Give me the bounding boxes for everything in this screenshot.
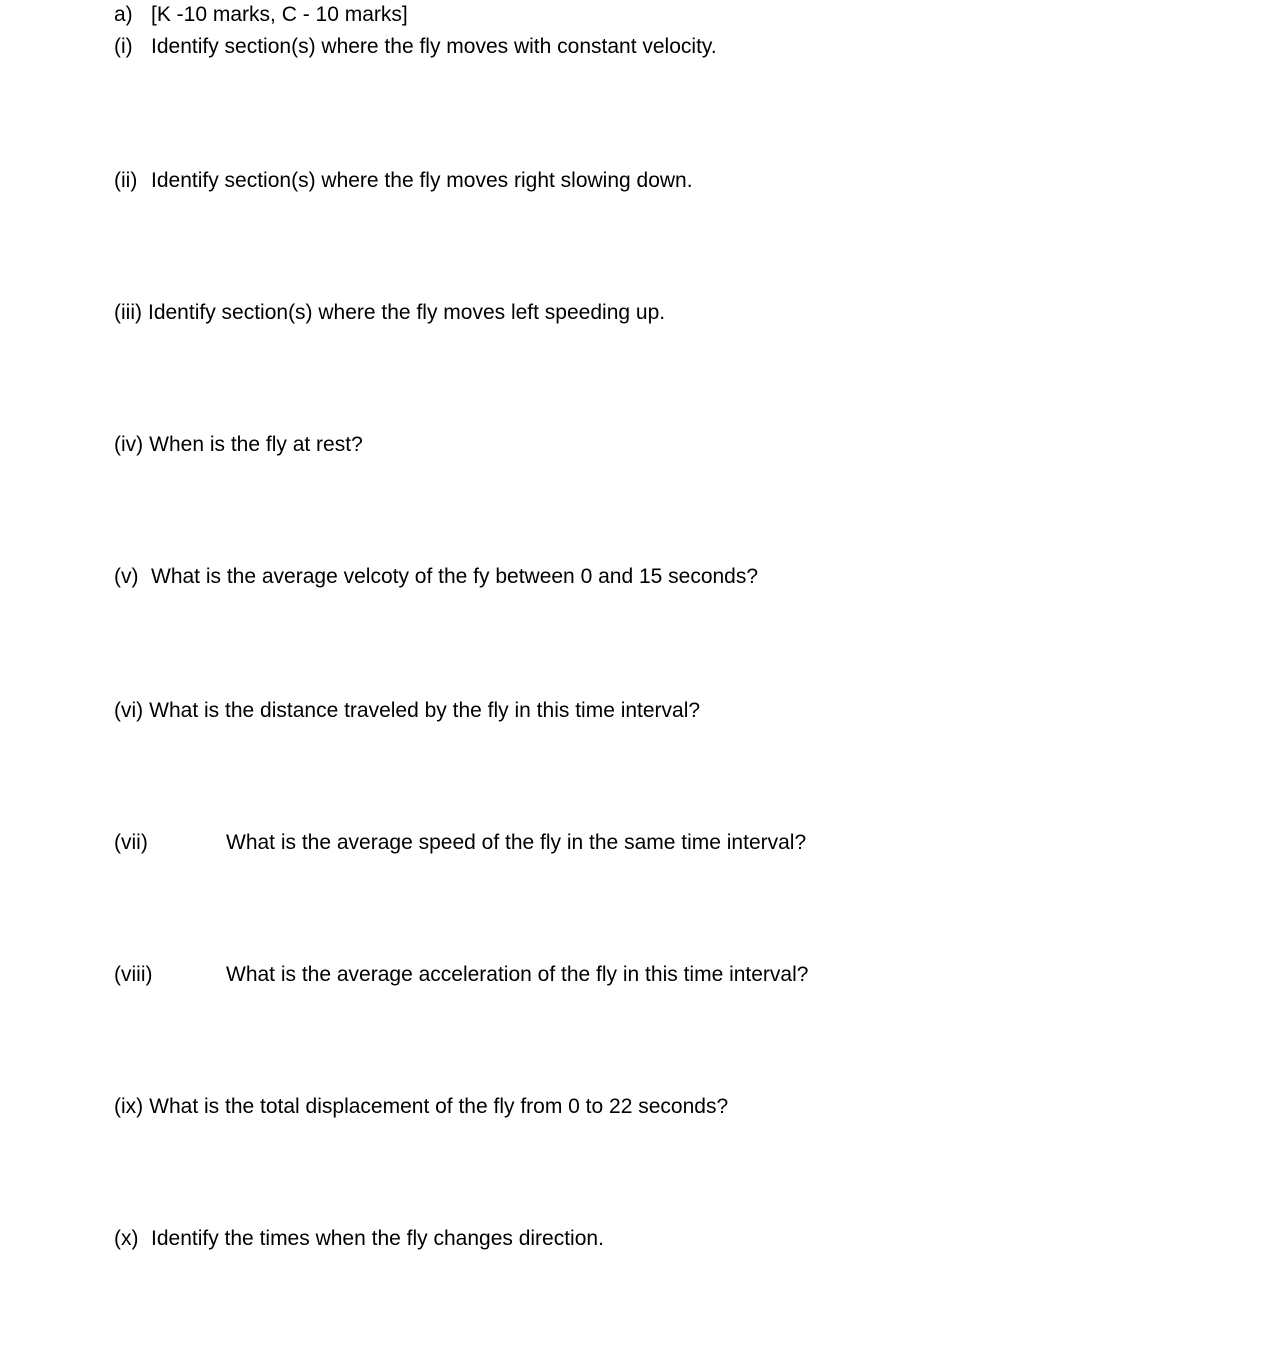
question-ii <box>114 168 693 194</box>
question-number: (x) <box>114 1227 139 1250</box>
question-text: When is the fly at rest? <box>149 433 363 456</box>
question-number: (ii) <box>114 169 138 192</box>
question-text: What is the total displacement of the fly from 0 to 22 seconds? <box>149 1095 729 1118</box>
marks-header <box>114 2 408 28</box>
question-viii <box>114 962 808 988</box>
question-iv <box>114 432 363 458</box>
question-number: (iii) <box>114 301 142 324</box>
question-text: What is the average speed of the fly in the same time interval? <box>226 831 807 854</box>
question-text: What is the average velcoty of the fy between 0 and 15 seconds? <box>151 565 759 588</box>
question-iii <box>114 300 665 326</box>
part-label: a) <box>114 3 133 26</box>
question-number: (v) <box>114 565 139 588</box>
question-text: What is the distance traveled by the fly in this time interval? <box>149 699 701 722</box>
question-text: Identify the times when the fly changes direction. <box>151 1227 604 1250</box>
question-x <box>114 1226 604 1252</box>
question-number: (vi) <box>114 699 144 722</box>
question-v <box>114 564 758 590</box>
question-text: Identify section(s) where the fly moves with constant velocity. <box>151 35 717 58</box>
question-text: Identify section(s) where the fly moves right slowing down. <box>151 169 693 192</box>
question-number: (vii) <box>114 831 148 854</box>
question-vii <box>114 830 806 856</box>
question-number: (i) <box>114 35 133 58</box>
question-ix <box>114 1094 728 1120</box>
question-i <box>114 34 717 60</box>
question-number: (ix) <box>114 1095 144 1118</box>
marks-breakdown: [K -10 marks, C - 10 marks] <box>151 3 408 26</box>
question-vi <box>114 698 700 724</box>
question-number: (iv) <box>114 433 144 456</box>
question-text: Identify section(s) where the fly moves left speeding up. <box>147 301 666 324</box>
question-number: (viii) <box>114 963 153 986</box>
question-text: What is the average acceleration of the fly in this time interval? <box>226 963 809 986</box>
